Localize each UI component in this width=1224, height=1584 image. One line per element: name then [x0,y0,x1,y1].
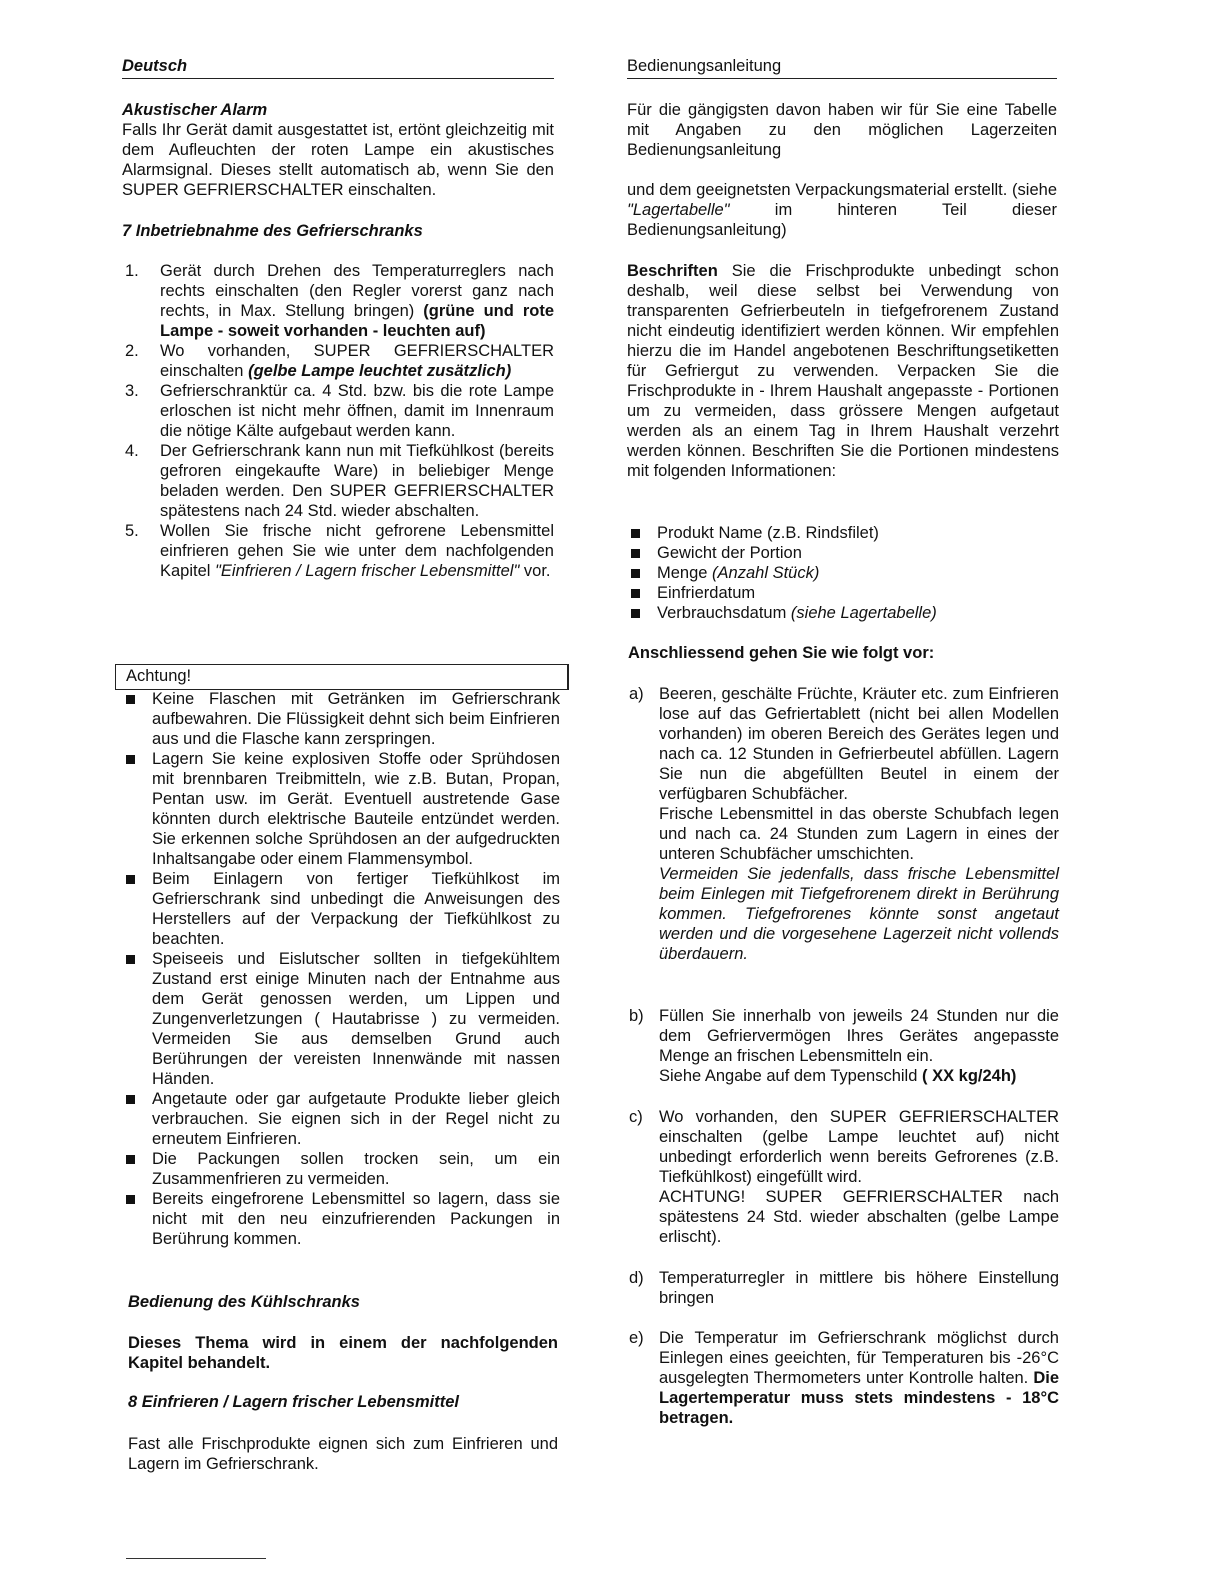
label-italic: (Anzahl Stück) [712,564,820,582]
label-text: Verbrauchsdatum [657,604,787,622]
list-item [627,523,1059,543]
list-item [627,1328,1059,1428]
step-text: Wo vorhanden, SUPER GEFRIERSCHALTER einschalten [160,342,554,380]
kuehl-text: Dieses Thema wird in einem der nachfolgenden Kapitel behandelt. [128,1334,558,1372]
list-item [627,583,1059,603]
item-text: Die Temperatur im Gefrierschrank möglichst durch Einlegen eines geeichten, für Temperaturen bis -26°C ausgelegten Thermometers unter Kontrolle halten. [659,1329,1059,1387]
right-para-1: Für die gängigsten davon haben wir für Sie eine Tabelle mit Angaben zu den möglichen Lagerzeiten Bedienungsanleitung [627,101,1057,159]
setup-steps-list [122,261,554,581]
procedure-c [627,1107,1059,1247]
item-letter: d) [629,1269,644,1287]
type-plate-text: Siehe Angabe auf dem Typenschild [659,1067,918,1085]
procedure-b [627,1006,1059,1086]
step-number: 3. [125,382,139,400]
item-bold: Die Lagertemperatur muss stets mindestens - 18°C betragen. [659,1369,1059,1427]
item-italic: Vermeiden Sie jedenfalls, dass frische Lebensmittel beim Einlegen mit Tiefgefrorenem direkt in Berührung kommen. Tiefgefrorenes könnte sonst angetaut werden und die vorgesehene Lagerzeit nicht vollends überdauern. [659,865,1059,963]
capacity-value: ( XX kg/24h) [921,1067,1017,1085]
p2-text-tail: im hinteren Teil dieser Bedienungsanleitung) [627,201,1057,239]
alarm-title: Akustischer Alarm [122,101,268,119]
list-item [627,684,1059,964]
p2-italic: "Lagertabelle" [627,201,730,219]
footnote-rule [126,1558,266,1559]
list-item [627,603,1059,623]
item-text-2 [659,1066,1059,1086]
label-text: Gewicht der Portion [657,544,802,562]
procedure-d [627,1268,1059,1308]
section7-title: 7 Inbetriebnahme des Gefrierschranks [122,222,423,240]
label-text: Menge [657,564,708,582]
list-item: Speiseeis und Eislutscher sollten in tiefgekühltem Zustand erst einige Minuten nach der Entnahme aus dem Gerät genossen werden, um Lippen und Zungenverletzungen ( Hautabrisse ) zu vermeiden. Vermeiden Sie aus demselben Grund auch Berührungen der vereisten Innenwände mit nassen Händen. [122,949,560,1089]
p3-bold: Beschriften [627,262,718,280]
item-text-2: ACHTUNG! SUPER GEFRIERSCHALTER nach spätestens 24 Std. wieder abschalten (gelbe Lampe erlischt). [659,1188,1059,1246]
right-para-2 [627,180,1057,240]
item-letter: c) [629,1108,643,1126]
procedure-a [627,684,1059,964]
p3-text: Sie die Frischprodukte unbedingt schon deshalb, weil diese selbst bei Verwendung von transparenten Gefrierbeuteln in tiefgefrorenem Zustand nicht eindeutig identifiziert werden können. Wir empfehlen hierzu die im Handel angebotenen Beschriftungsetiketten für Gefriergut zu verwenden. Verpacken Sie die Frischprodukte in - Ihrem Haushalt angepasste - Portionen um zu vermeiden, dass grössere Mengen aufgetaut werden als an einem Tag in Ihrem Haushalt verzehrt werden können. Beschriften Sie die Portionen mindestens mit folgenden Informationen: [627,262,1059,480]
warning-list [122,689,560,1249]
list-item: Bereits eingefrorene Lebensmittel so lagern, dass sie nicht mit den neu einzufrierenden Packungen in Berührung kommen. [122,1189,560,1249]
procedure-e [627,1328,1059,1428]
label-text: Produkt Name (z.B. Rindsfilet) [657,524,879,542]
list-item [122,441,554,521]
list-item: Beim Einlagern von fertiger Tiefkühlkost im Gefrierschrank sind unbedingt die Anweisungen des Herstellers auf der Verpackung der Tiefkühlkost zu beachten. [122,869,560,949]
p2-text: und dem geeignetsten Verpackungsmaterial erstellt. (siehe [627,181,1057,199]
item-text-2: Frische Lebensmittel in das oberste Schubfach legen und nach ca. 24 Stunden zum Lagern in eines der unteren Schubfächer umschichten. [659,805,1059,863]
list-item [122,261,554,341]
list-item [122,341,554,381]
list-item [627,563,1059,583]
item-text: Wo vorhanden, den SUPER GEFRIERSCHALTER einschalten (gelbe Lampe leuchtet auf) nicht unbedingt erforderlich wenn bereits Gefrorenes (z.B. Tiefkühlkost) eingefüllt wird. [659,1108,1059,1186]
step-italic: "Einfrieren / Lagern frischer Lebensmittel" [215,562,520,580]
step-text: Gerät durch Drehen des Temperaturreglers nach rechts einschalten (den Regler vorerst ganz nach rechts, in Max. Stellung bringen) [160,262,554,320]
label-info-list [627,523,1059,623]
list-item [122,521,554,581]
step-bold: (gelbe Lampe leuchtet zusätzlich) [248,362,512,380]
step-tail: vor. [523,562,551,580]
alarm-section [122,100,554,200]
kuehl-title: Bedienung des Kühlschranks [128,1293,360,1311]
item-text: Füllen Sie innerhalb von jeweils 24 Stunden nur die dem Gefriervermögen Ihres Gerätes angepasste Menge an frischen Lebensmitteln ein. [659,1007,1059,1065]
alarm-text: Falls Ihr Gerät damit ausgestattet ist, ertönt gleichzeitig mit dem Aufleuchten der roten Lampe ein akustisches Alarmsignal. Dieses stellt automatisch ab, wenn Sie den SUPER GEFRIERSCHALTER einschalten. [122,121,554,199]
list-item: Angetaute oder gar aufgetaute Produkte lieber gleich verbrauchen. Sie eignen sich in der Regel nicht zu erneutem Einfrieren. [122,1089,560,1149]
step-number: 1. [125,262,139,280]
list-item [627,543,1059,563]
section8-title: 8 Einfrieren / Lagern frischer Lebensmittel [128,1393,460,1411]
item-text: Beeren, geschälte Früchte, Kräuter etc. zum Einfrieren lose auf das Gefriertablett (nicht bei allen Modellen vorhanden) im oberen Bereich des Gerätes legen und nach ca. 12 Stunden in Gefrierbeutel abfüllen. Lagern Sie nun die abgefüllten Beutel in einem der verfügbaren Schubfächer. [659,685,1059,803]
page-header-language: Deutsch [122,56,554,79]
list-item: Keine Flaschen mit Getränken im Gefrierschrank aufbewahren. Die Flüssigkeit dehnt sich beim Einfrieren aus und die Flasche kann zerspringen. [122,689,560,749]
step-text: Der Gefrierschrank kann nun mit Tiefkühlkost (bereits gefroren eingekaufte Ware) in beliebiger Menge beladen werden. Den SUPER GEFRIERSCHALTER spätestens nach 24 Std. wieder abschalten. [160,442,554,520]
item-letter: e) [629,1329,644,1347]
step-text: Gefrierschranktür ca. 4 Std. bzw. bis die rote Lampe erloschen ist nicht mehr öffnen, damit im Innenraum die nötige Kälte aufgebaut werden kann. [160,382,554,440]
step-number: 4. [125,442,139,460]
list-item [122,381,554,441]
label-text: Einfrierdatum [657,584,756,602]
label-italic: (siehe Lagertabelle) [790,604,937,622]
item-letter: b) [629,1007,644,1025]
list-item [627,1006,1059,1086]
step-bold: (grüne und rote Lampe - soweit vorhanden - leuchten auf) [160,302,554,340]
list-item [627,1268,1059,1308]
step-text: Wollen Sie frische nicht gefrorene Lebensmittel einfrieren gehen Sie wie unter dem nachfolgenden Kapitel [160,522,554,580]
list-item [627,1107,1059,1247]
item-letter: a) [629,685,644,703]
item-text: Temperaturregler in mittlere bis höhere Einstellung bringen [659,1269,1059,1307]
step-number: 2. [125,342,139,360]
page-header-title: Bedienungsanleitung [627,56,1057,79]
list-item: Die Packungen sollen trocken sein, um ein Zusammenfrieren zu vermeiden. [122,1149,560,1189]
right-para-3 [627,261,1059,481]
achtung-box [115,664,569,690]
step-number: 5. [125,522,139,540]
list-item: Lagern Sie keine explosiven Stoffe oder Sprühdosen mit brennbaren Treibmitteln, wie z.B. Butan, Propan, Pentan usw. im Gerät. Eventuell austretende Gase könnten durch elektrische Bauteile entzündet werden. Sie erkennen solche Sprühdosen an der aufgedruckten Inhaltsangabe oder einem Flammensymbol. [122,749,560,869]
section8-text: Fast alle Frischprodukte eignen sich zum Einfrieren und Lagern im Gefrierschrank. [128,1435,558,1473]
achtung-label: Achtung! [126,667,192,685]
procedure-title: Anschliessend gehen Sie wie folgt vor: [628,644,935,662]
